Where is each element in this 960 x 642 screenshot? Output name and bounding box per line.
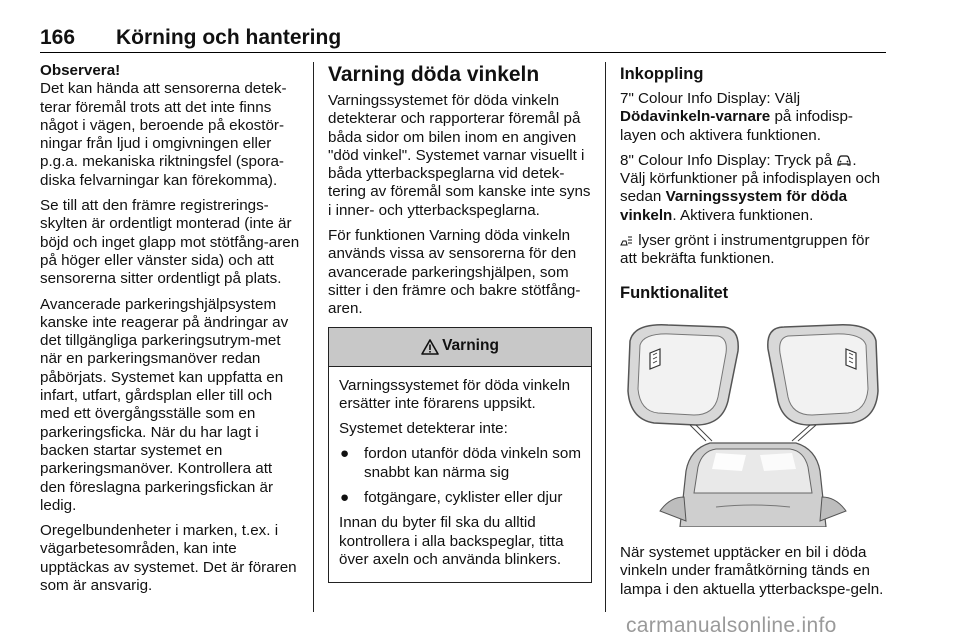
paragraph: Varningssystemet för döda vinkeln detekterar och rapporterar föremål på båda sidor om bilen inom en angiven "död vinkel". Systemet varnar visuellt i båda ytterbackspeglarna vid detek-tering av föremål som kanske inte syns i inner- och ytterbackspeglarna.: [328, 92, 591, 219]
paragraph: [620, 152, 886, 225]
list-item-text: fotgängare, cyklister eller djur: [364, 489, 563, 507]
warning-triangle-icon: [421, 339, 439, 355]
text-run: lyser grönt i instrumentgruppen för att bekräfta funktionen.: [620, 232, 870, 268]
car-icon: [836, 154, 852, 167]
text-run: 7" Colour Info Display: Välj: [620, 90, 801, 107]
text-run: på infodisp-layen och aktivera funktionen.: [620, 108, 853, 144]
page-number: 166: [40, 26, 76, 49]
section-heading: Varning döda vinkeln: [328, 63, 540, 86]
header-divider: [40, 52, 886, 53]
watermark: carmanualsonline.info: [626, 614, 837, 637]
warning-title-text: Varning: [442, 337, 499, 355]
paragraph: Oregelbundenheter i marken, t.ex. i vägarbetesområden, kan inte upptäckas av systemet. Det är föraren som är ansvarig.: [40, 522, 297, 595]
warning-title: [329, 328, 591, 367]
notice-block: [40, 62, 300, 190]
chapter-title: Körning och hantering: [116, 26, 342, 49]
paragraph: För funktionen Varning döda vinkeln används vissa av sensorerna för den avancerade parkeringshjälpen, som sitter i den främre och bakre stötfång-aren.: [328, 227, 581, 318]
paragraph: Avancerade parkeringshjälpsystem kanske inte reagerar på ändringar av det tillgängliga parkeringsutrym-met när en parkeringsmanöver redan påbörjats. Systemet kan uppfatta en infart, utfart, gårdsplan eller till och med ett övergångsställe som en parkeringsficka. När du har lagt i backen startar systemet en parkeringsmanöver. Kontrollera att den föreslagna parkeringsfickan är ledig.: [40, 295, 289, 514]
list-item: [339, 445, 581, 482]
menu-term: Varningssystem för döda vinkeln: [620, 188, 848, 224]
bullet-icon: ●: [340, 445, 350, 463]
menu-term: Dödavinkeln-varnare: [620, 108, 771, 126]
paragraph: Se till att den främre registrerings-skylten är ordentligt monterad (inte är böjd och inget glapp mot stötfång-aren på höger eller vänster sida) och att sensorerna sitter ordentligt på plats.: [40, 197, 300, 288]
warning-text: Innan du byter fil ska du alltid kontrollera i alla backspeglar, titta över axeln och använda blinkers.: [339, 514, 564, 568]
subsection-heading: Inkoppling: [620, 65, 704, 83]
column-2: [328, 62, 592, 583]
column-divider-2: [605, 62, 606, 612]
warning-text: Systemet detekterar inte:: [339, 420, 508, 438]
bullet-icon: ●: [340, 489, 350, 507]
notice-text: Det kan hända att sensorerna detek-terar föremål trots att det inte finns något i vägen, beroende på ekostör-ningar från ljud i omgivningen eller p.g.a. mekaniska riktningsfel (spora-diska felvarningar kan förekomma).: [40, 80, 287, 189]
warning-box: [328, 327, 592, 584]
text-run: . Aktivera funktionen.: [672, 206, 814, 224]
warning-text: Varningssystemet för döda vinkeln ersätter inte förarens uppsikt.: [339, 376, 571, 412]
list-item: [339, 489, 581, 507]
column-3: [620, 62, 886, 606]
list-item-text: fordon utanför döda vinkeln som snabbt kan närma sig: [364, 445, 581, 481]
column-1: [40, 62, 300, 602]
subsection-heading: Funktionalitet: [620, 283, 729, 302]
blind-spot-mirror-illustration: [620, 321, 886, 527]
left-mirror-illustration: [628, 324, 738, 424]
column-divider-1: [313, 62, 314, 612]
warning-body: [329, 367, 591, 583]
text-run: . Välj körfunktioner på infodisplayen och sedan: [620, 151, 881, 206]
notice-heading: Observera!: [40, 62, 121, 79]
text-run: 8" Colour Info Display: Tryck på: [620, 151, 837, 169]
right-mirror-illustration: [768, 324, 878, 424]
paragraph: När systemet upptäcker en bil i döda vinkeln under framåtkörning tänds en lampa i den aktuella ytterbackspe-geln.: [620, 543, 884, 598]
paragraph: [620, 232, 886, 269]
page-header: [40, 26, 886, 50]
blind-spot-icon: [620, 235, 634, 247]
paragraph: [620, 90, 886, 145]
